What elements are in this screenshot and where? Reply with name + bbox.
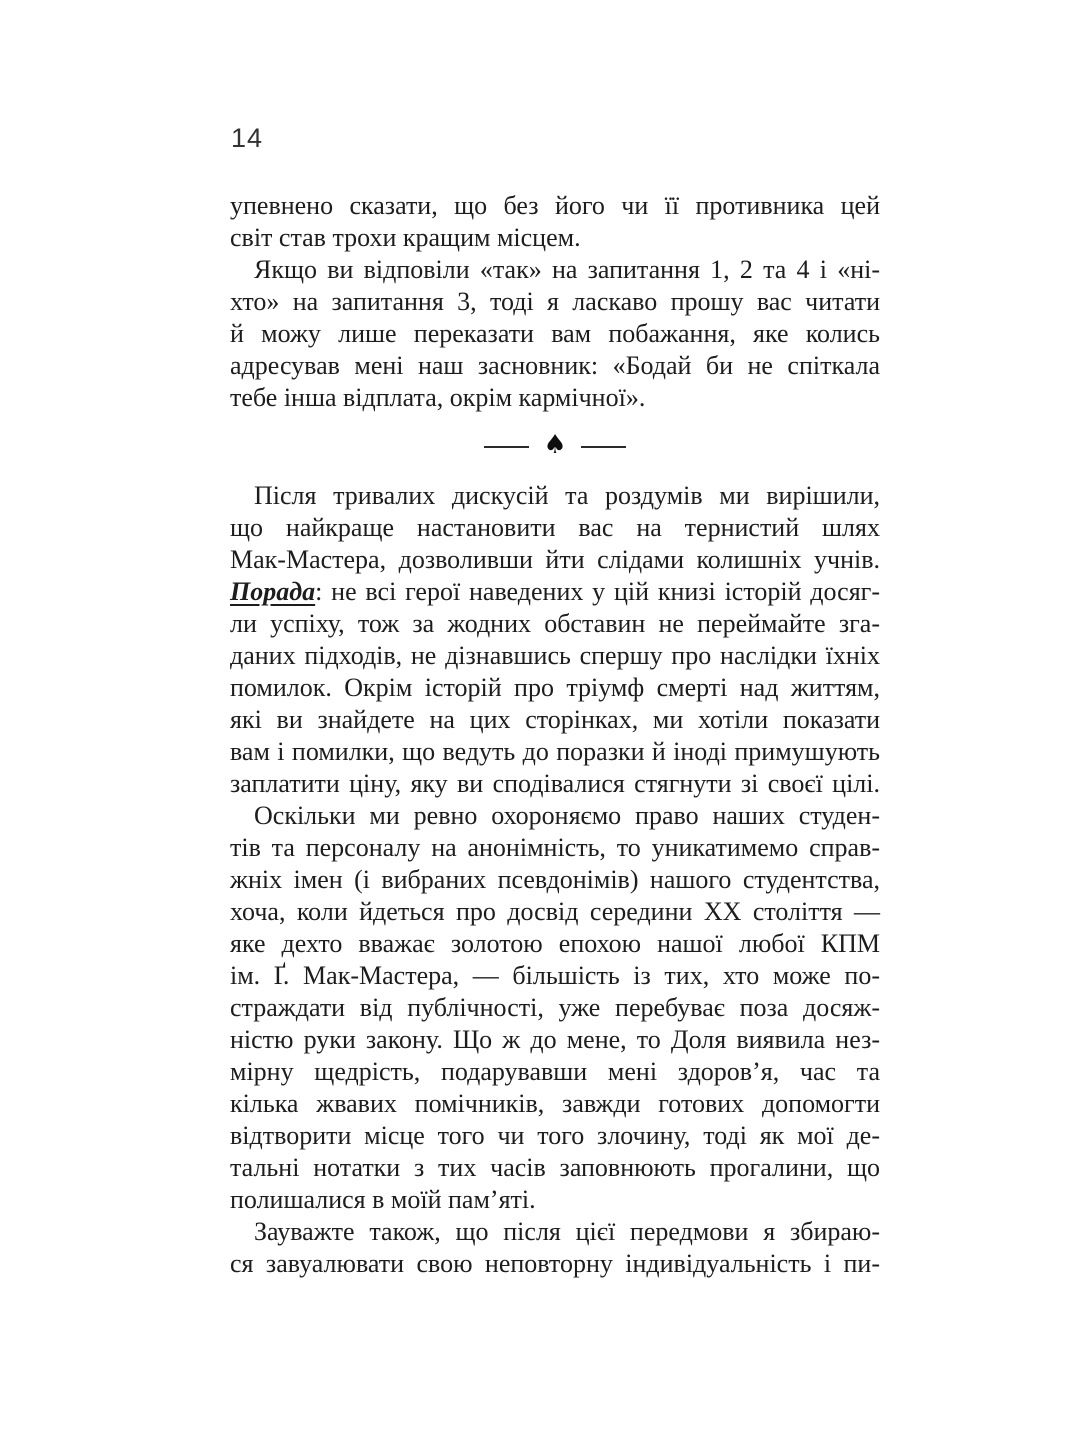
text-line: вам і помилки, що ведуть до поразки й іноді примушують <box>230 737 880 766</box>
text-line: Оскільки ми ревно охороняємо право наших студен- <box>254 801 880 830</box>
paragraph <box>230 254 880 414</box>
text-line: тальні нотатки з тих часів заповнюють прогалини, що <box>230 1153 880 1182</box>
text-line: адресував мені наш засновник: «Бодай би не спіткала <box>230 351 880 380</box>
text-line: хоча, коли йдеться про досвід середини XX століття — <box>230 897 880 926</box>
text-line: які ви знайдете на цих сторінках, ми хотіли показати <box>230 705 880 734</box>
paragraph <box>230 1216 880 1280</box>
text-line: страждати від публічності, уже перебуває поза досяж- <box>230 993 880 1022</box>
spade-icon: ♠ <box>543 430 567 460</box>
text-block <box>230 190 880 1280</box>
text-line: Порада: не всі герої наведених у цій книзі історій досяг- <box>230 577 880 606</box>
text-line: мірну щедрість, подарувавши мені здоров’я, час та <box>230 1057 880 1086</box>
text-line: ся завуалювати свою неповторну індивідуальність і пи- <box>230 1249 880 1278</box>
text-line: ім. Ґ. Мак-Мастера, — більшість із тих, хто може по- <box>230 961 880 990</box>
paragraph <box>230 480 880 800</box>
advice-lead-emphasis: Порада <box>230 577 316 606</box>
text-line: що найкраще настановити вас на тернистий шлях <box>230 513 880 542</box>
text-line: жніх імен (і вибраних псевдонімів) нашого студентства, <box>230 865 880 894</box>
text-line: відтворити місце того чи того злочину, тоді як мої де- <box>230 1121 880 1150</box>
paragraph <box>230 190 880 254</box>
text-line: Після тривалих дискусій та роздумів ми вирішили, <box>254 481 880 510</box>
text-line: упевнено сказати, що без його чи її противника цей <box>230 191 880 220</box>
text-line: тів та персоналу на анонімність, то уникатимемо справ- <box>230 833 880 862</box>
text-line: даних підходів, не дізнавшись спершу про наслідки їхніх <box>230 641 880 670</box>
text-line: Якщо ви відповіли «так» на запитання 1, 2 та 4 і «ні- <box>254 255 880 284</box>
text-line: помилок. Окрім історій про тріумф смерті над життям, <box>230 673 880 702</box>
text-line: полишалися в моїй пам’яті. <box>230 1185 536 1214</box>
divider-rule-left <box>484 446 529 448</box>
text-line: тебе інша відплата, окрім кармічної». <box>230 383 646 412</box>
text-line: Мак-Мастера, дозволивши йти слідами колишніх учнів. <box>230 545 880 574</box>
divider-rule-right <box>581 446 626 448</box>
text-line: ністю руки закону. Що ж до мене, то Доля виявила нез- <box>230 1025 880 1054</box>
page-number: 14 <box>231 123 264 153</box>
section-divider <box>230 414 880 480</box>
paragraph <box>230 800 880 1216</box>
text-line: ли успіху, тож за жодних обставин не переймайте зга- <box>230 609 880 638</box>
text-line: хто» на запитання 3, тоді я ласкаво прошу вас читати <box>230 287 880 316</box>
text-line: заплатити ціну, яку ви сподівалися стягнути зі своєї цілі. <box>230 769 880 798</box>
text-line: Зауважте також, що після цієї передмови я збираю- <box>254 1217 880 1246</box>
text-line: кілька жвавих помічників, завжди готових допомогти <box>230 1089 880 1118</box>
text-line: яке дехто вважає золотою епохою нашої любої КПМ <box>230 929 880 958</box>
text-line: й можу лише переказати вам побажання, яке колись <box>230 319 880 348</box>
text-line: світ став трохи кращим місцем. <box>230 223 581 252</box>
